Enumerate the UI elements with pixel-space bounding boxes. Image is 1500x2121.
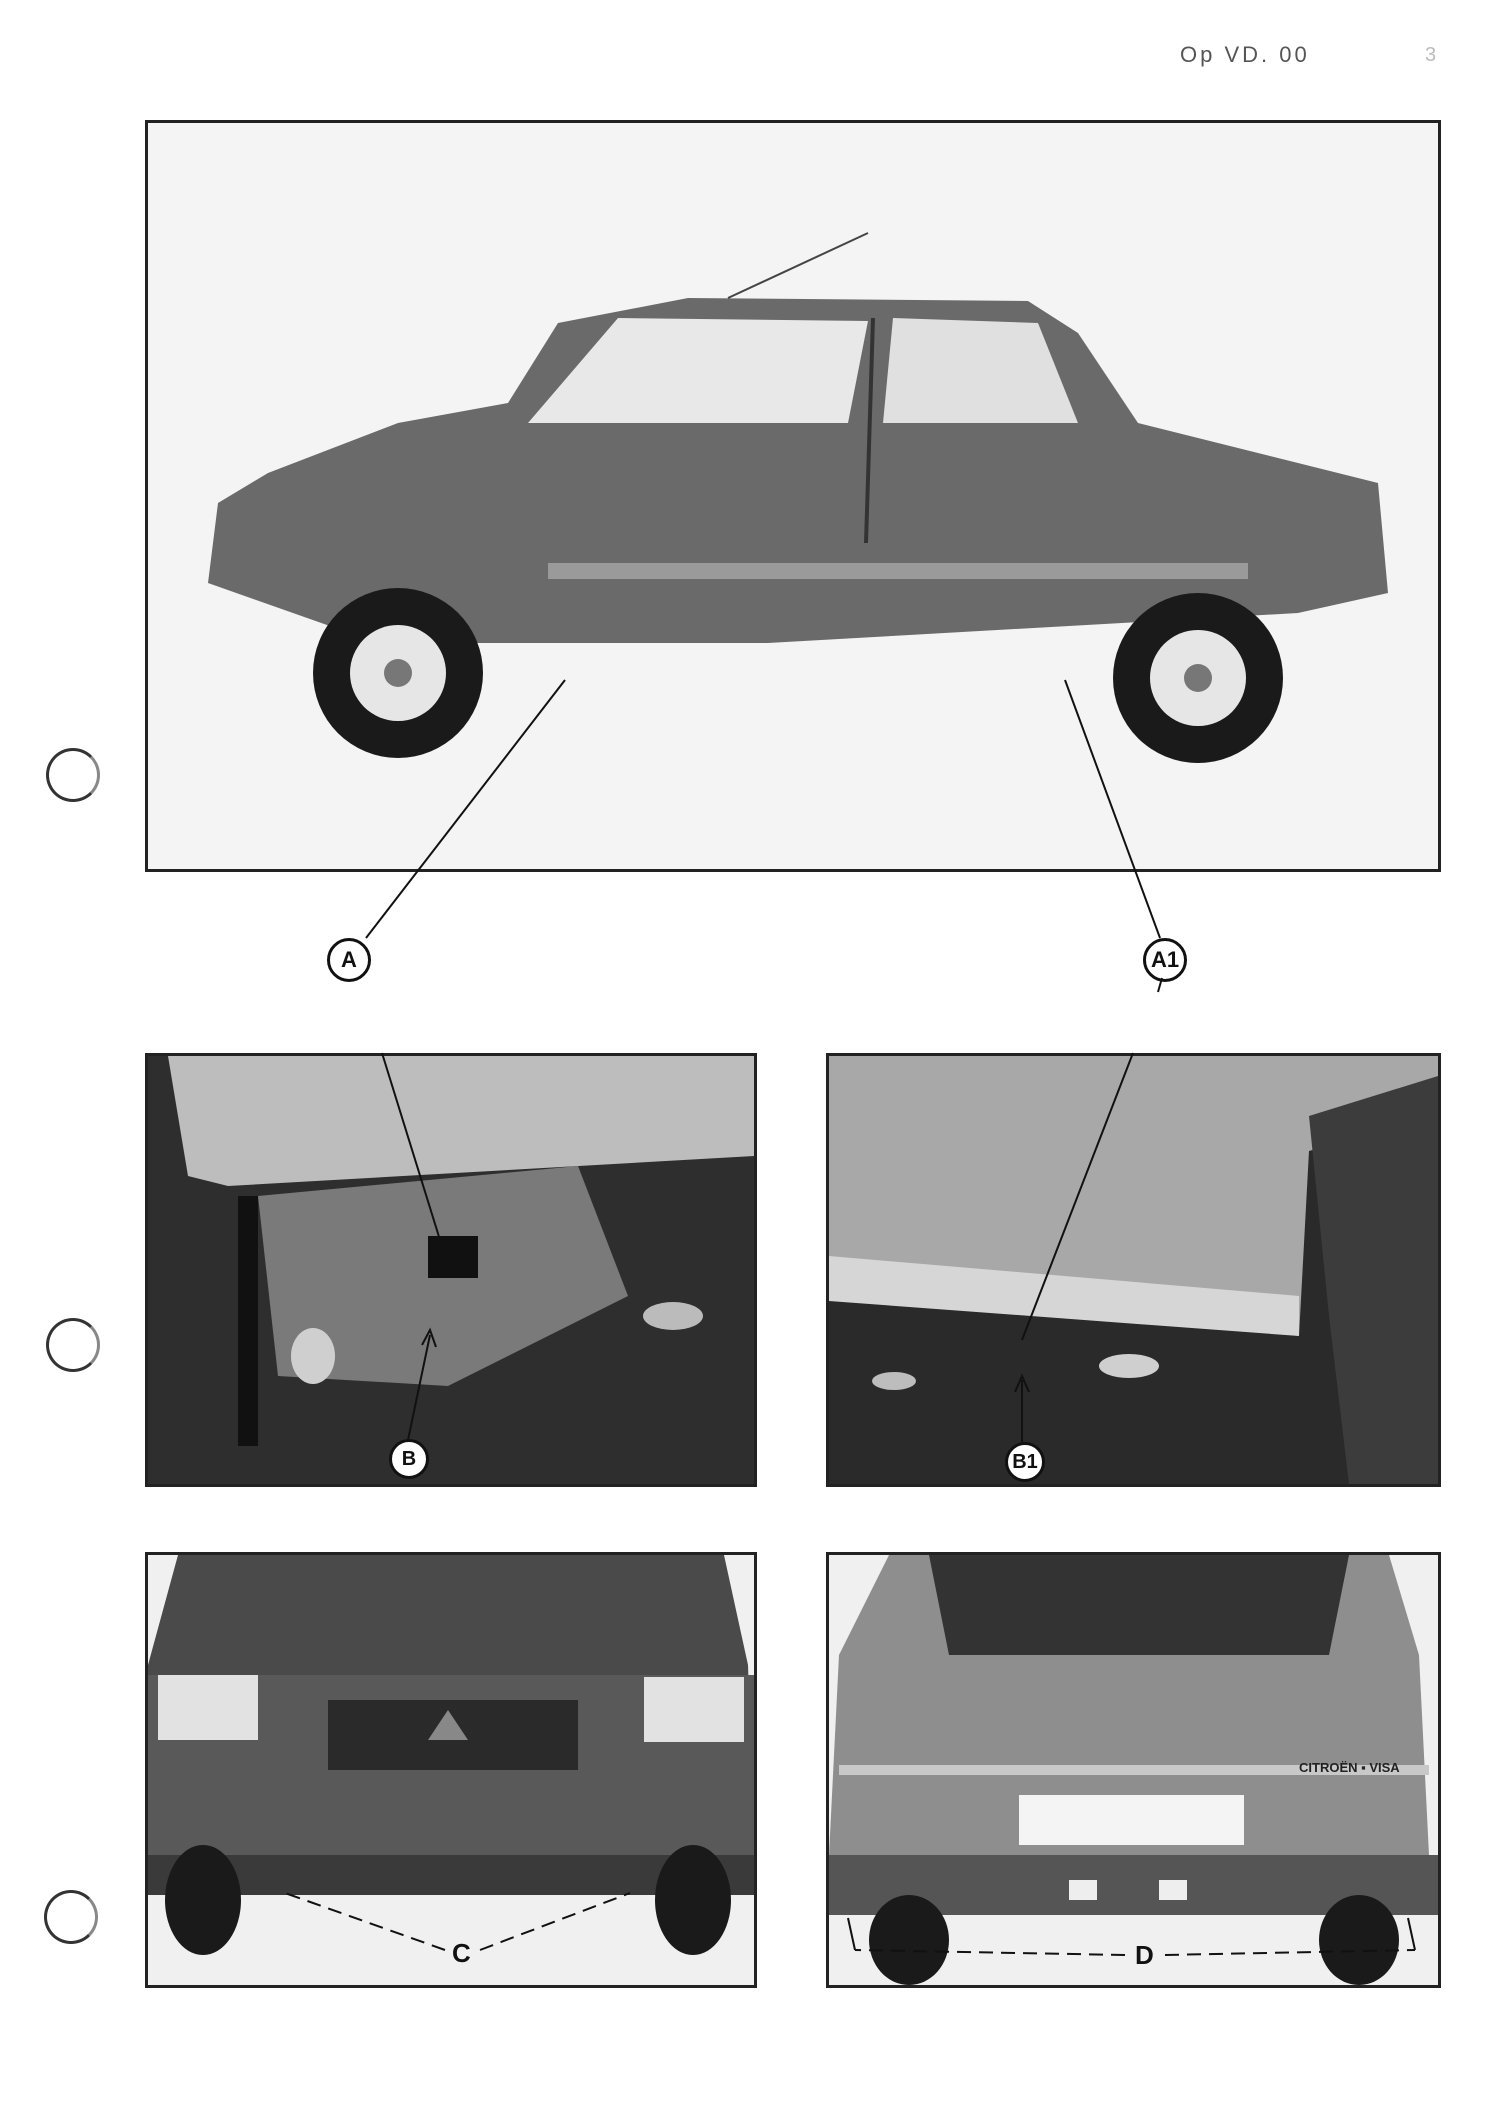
car-side-illustration xyxy=(148,123,1438,869)
binder-hole-middle xyxy=(46,1318,100,1372)
photo-jack-point-b1 xyxy=(826,1053,1441,1487)
callout-d: D xyxy=(1135,1940,1154,1970)
photo-jack-point-b xyxy=(145,1053,757,1487)
callout-a1: A1 xyxy=(1143,938,1187,982)
rear-badge-text: CITROËN ▪ VISA xyxy=(1299,1760,1400,1775)
document-reference: Op VD. 00 xyxy=(1180,42,1310,67)
photo-side-view xyxy=(145,120,1441,872)
callout-b: B xyxy=(389,1439,429,1479)
front-view-illustration xyxy=(148,1555,754,1985)
photo-rear-towing-points xyxy=(826,1552,1441,1988)
page-number: 3 xyxy=(1425,44,1437,66)
jack-point-b1-illustration xyxy=(829,1056,1438,1484)
binder-hole-bottom xyxy=(44,1890,98,1944)
callout-b1: B1 xyxy=(1005,1442,1045,1482)
photo-front-towing-points xyxy=(145,1552,757,1988)
jack-point-b-illustration xyxy=(148,1056,754,1484)
binder-hole-top xyxy=(46,748,100,802)
callout-c: C xyxy=(452,1938,471,1968)
callout-a: A xyxy=(327,938,371,982)
